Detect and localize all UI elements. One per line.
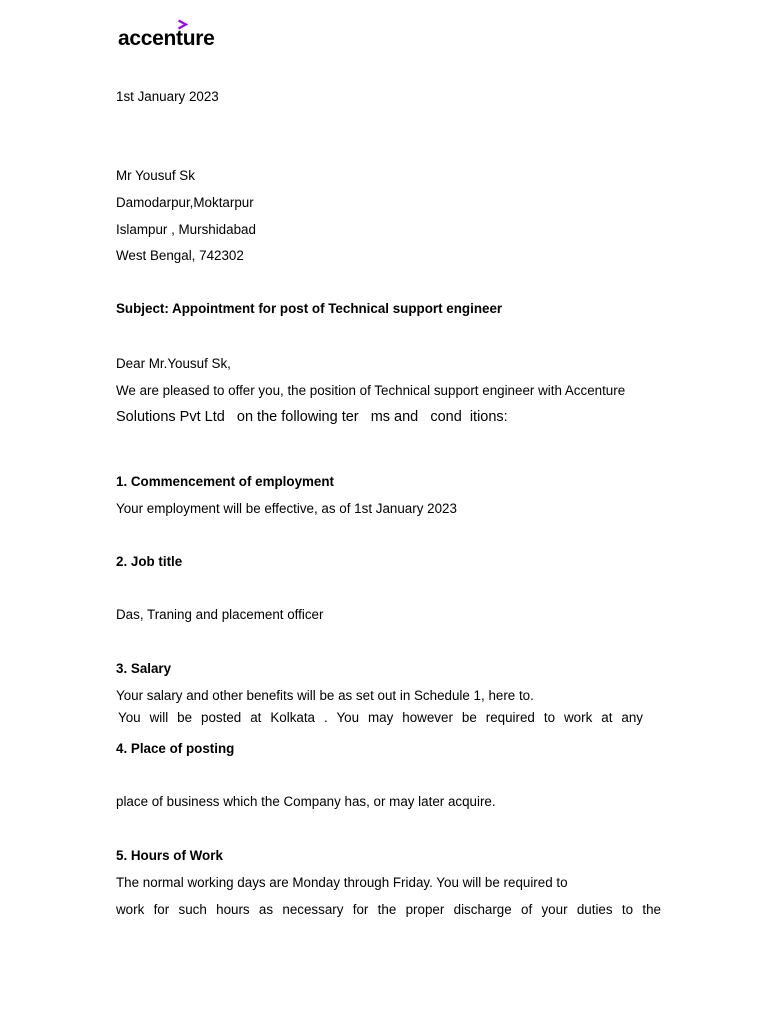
posting-text-line-1: You will be posted at Kolkata . You may however be required to work at any [118, 710, 643, 725]
section-heading-place-of-posting: 4. Place of posting [116, 741, 235, 756]
job-title-text: Das, Traning and placement officer [116, 607, 324, 622]
logo-text: accenture [118, 27, 215, 50]
hours-text-line-2: work for such hours as necessary for the proper discharge of your duties to the [116, 902, 661, 917]
greeting: Dear Mr.Yousuf Sk, [116, 356, 231, 371]
address-line-3: West Bengal, 742302 [116, 248, 244, 263]
section-heading-hours-of-work: 5. Hours of Work [116, 848, 223, 863]
subject-line: Subject: Appointment for post of Technical support engineer [116, 301, 503, 316]
section-heading-job-title: 2. Job title [116, 554, 183, 569]
intro-line-2: Solutions Pvt Ltd on the following ter ms and cond itions: [116, 409, 508, 425]
hours-text-line-1: The normal working days are Monday through Friday. You will be required to [116, 875, 568, 890]
section-heading-salary: 3. Salary [116, 661, 172, 676]
commencement-text: Your employment will be effective, as of 1st January 2023 [116, 501, 457, 516]
letter-date: 1st January 2023 [116, 89, 219, 104]
address-line-1: Damodarpur,Moktarpur [116, 195, 254, 210]
accenture-logo [118, 18, 228, 52]
recipient-name: Mr Yousuf Sk [116, 168, 195, 183]
posting-text-line-2: place of business which the Company has, or may later acquire. [116, 794, 496, 809]
intro-line-1: We are pleased to offer you, the position of Technical support engineer with Accenture [116, 383, 626, 398]
address-line-2: Islampur , Murshidabad [116, 222, 256, 237]
salary-text: Your salary and other benefits will be as set out in Schedule 1, here to. [116, 688, 534, 703]
section-heading-commencement: 1. Commencement of employment [116, 474, 335, 489]
